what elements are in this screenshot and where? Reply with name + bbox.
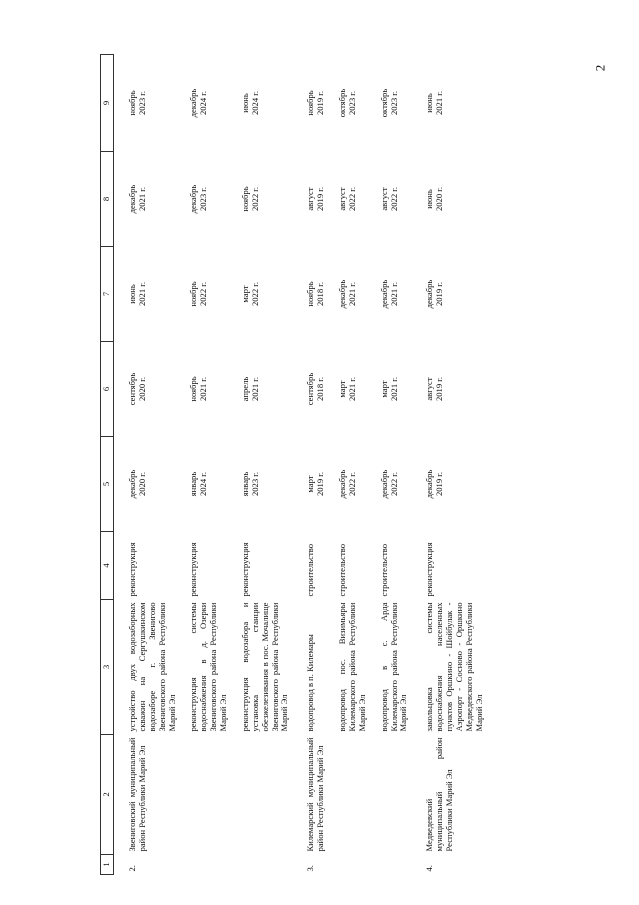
date-cell-6: ноябрь 2021 г. bbox=[188, 376, 209, 402]
work-type-cell: строительство bbox=[378, 543, 389, 597]
date-cell-7: декабрь 2021 г. bbox=[378, 279, 399, 309]
date-cell-8: август 2022 г. bbox=[337, 186, 357, 212]
work-type-cell: реконструкция bbox=[239, 542, 250, 597]
date-cell-5: декабрь 2022 г. bbox=[337, 469, 357, 499]
row-number: 4. bbox=[424, 865, 435, 872]
table-row bbox=[370, 55, 412, 875]
table-row bbox=[114, 55, 180, 875]
date-cell-9: декабрь 2024 г. bbox=[188, 88, 209, 118]
object-cell: водопровод в п. Килемары bbox=[305, 634, 316, 732]
date-cell-6: сентябрь 2020 г. bbox=[127, 372, 147, 406]
date-cell-5: декабрь 2019 г. bbox=[424, 469, 445, 499]
header-col-5: 5 bbox=[101, 437, 114, 532]
work-type-cell: строительство bbox=[337, 543, 347, 597]
row-number: 3. bbox=[305, 865, 316, 872]
object-cell: закольцовка системы водоснабжения населенных пунктов Оршкино - Шойбулак - Аэропорт - Сосново - Оршкино Медведевского района Республики Марий Эл bbox=[424, 602, 484, 732]
header-row bbox=[101, 55, 114, 875]
date-cell-8: август 2019 г. bbox=[305, 186, 326, 212]
header-col-9: 9 bbox=[101, 55, 114, 152]
table-row bbox=[328, 55, 370, 875]
district-cell: Медведевский муниципальный район Республики Марий Эл bbox=[424, 737, 454, 852]
date-cell-9: июнь 2024 г. bbox=[239, 90, 260, 116]
date-cell-6: апрель 2021 г. bbox=[239, 376, 260, 402]
date-cell-8: декабрь 2023 г. bbox=[188, 184, 209, 214]
date-cell-5: март 2019 г. bbox=[305, 471, 326, 497]
row-number bbox=[231, 855, 292, 875]
date-cell-9: октябрь 2023 г. bbox=[378, 88, 399, 118]
table-row bbox=[292, 55, 328, 875]
date-cell-6: сентябрь 2018 г. bbox=[305, 372, 326, 406]
schedule-table bbox=[100, 54, 487, 875]
header-col-3: 3 bbox=[101, 600, 114, 735]
object-cell: водопровод в с. Арда Килемарского района Республики Марий Эл bbox=[378, 602, 409, 732]
work-type-cell: строительство bbox=[305, 543, 316, 597]
table-row bbox=[411, 55, 486, 875]
district-cell bbox=[231, 735, 292, 855]
district-cell bbox=[179, 735, 231, 855]
date-cell-6: март 2021 г. bbox=[337, 376, 357, 402]
district-cell bbox=[370, 735, 412, 855]
object-cell: реконструкция системы водоснабжения в д. Озерки Звениговского района Республики Марий Эл bbox=[188, 602, 228, 732]
district-cell: Звениговский муниципальный район Республики Марий Эл bbox=[127, 737, 147, 852]
work-type-cell: реконструкция bbox=[188, 542, 199, 597]
page-number: 2 bbox=[591, 64, 607, 72]
date-cell-9: июнь 2021 г. bbox=[424, 90, 445, 116]
date-cell-8: ноябрь 2022 г. bbox=[239, 186, 260, 212]
header-col-1: 1 bbox=[101, 855, 114, 875]
date-cell-7: март 2022 г. bbox=[239, 281, 260, 307]
header-col-6: 6 bbox=[101, 342, 114, 437]
date-cell-8: июнь 2020 г. bbox=[424, 186, 445, 212]
date-cell-6: август 2019 г. bbox=[424, 376, 445, 402]
object-cell: реконструкция водозабора и установка станции обезжелезивания в пос. Мочалище Звениговского района Республики Марий Эл bbox=[239, 602, 290, 732]
date-cell-5: декабрь 2022 г. bbox=[378, 469, 399, 499]
date-cell-5: январь 2023 г. bbox=[239, 471, 260, 497]
date-cell-9: ноябрь 2023 г. bbox=[127, 90, 147, 116]
date-cell-7: декабрь 2021 г. bbox=[337, 279, 357, 309]
header-col-7: 7 bbox=[101, 247, 114, 342]
date-cell-6: март 2021 г. bbox=[378, 376, 399, 402]
object-cell: устройство двух водозаборных скважин на Сергушкинском водозаборе г. Звенигово Звениговского района Республики Марий Эл bbox=[127, 602, 177, 732]
object-cell: водопровод пос. Визимьяры Килемарского района Республики Марий Эл bbox=[337, 602, 367, 732]
row-number bbox=[328, 855, 370, 875]
date-cell-5: январь 2024 г. bbox=[188, 471, 209, 497]
row-number bbox=[370, 855, 412, 875]
row-number bbox=[179, 855, 231, 875]
date-cell-7: июнь 2021 г. bbox=[127, 281, 147, 307]
header-col-2: 2 bbox=[101, 735, 114, 855]
rotated-page bbox=[100, 55, 510, 875]
table-row bbox=[179, 55, 231, 875]
work-type-cell: реконструкция bbox=[127, 542, 137, 597]
date-cell-9: октябрь 2023 г. bbox=[337, 88, 357, 118]
district-cell: Килемарский муниципальный район Республики Марий Эл bbox=[305, 737, 326, 852]
date-cell-7: декабрь 2019 г. bbox=[424, 279, 445, 309]
date-cell-7: ноябрь 2018 г. bbox=[305, 281, 326, 307]
date-cell-8: декабрь 2021 г. bbox=[127, 184, 147, 214]
table-row bbox=[231, 55, 292, 875]
date-cell-8: август 2022 г. bbox=[378, 186, 399, 212]
date-cell-7: ноябрь 2022 г. bbox=[188, 281, 209, 307]
district-cell bbox=[328, 735, 370, 855]
row-number: 2. bbox=[127, 865, 137, 872]
date-cell-5: декабрь 2020 г. bbox=[127, 469, 147, 499]
header-col-4: 4 bbox=[101, 532, 114, 600]
date-cell-9: ноябрь 2019 г. bbox=[305, 90, 326, 116]
work-type-cell: реконструкция bbox=[424, 542, 435, 597]
header-col-8: 8 bbox=[101, 152, 114, 247]
